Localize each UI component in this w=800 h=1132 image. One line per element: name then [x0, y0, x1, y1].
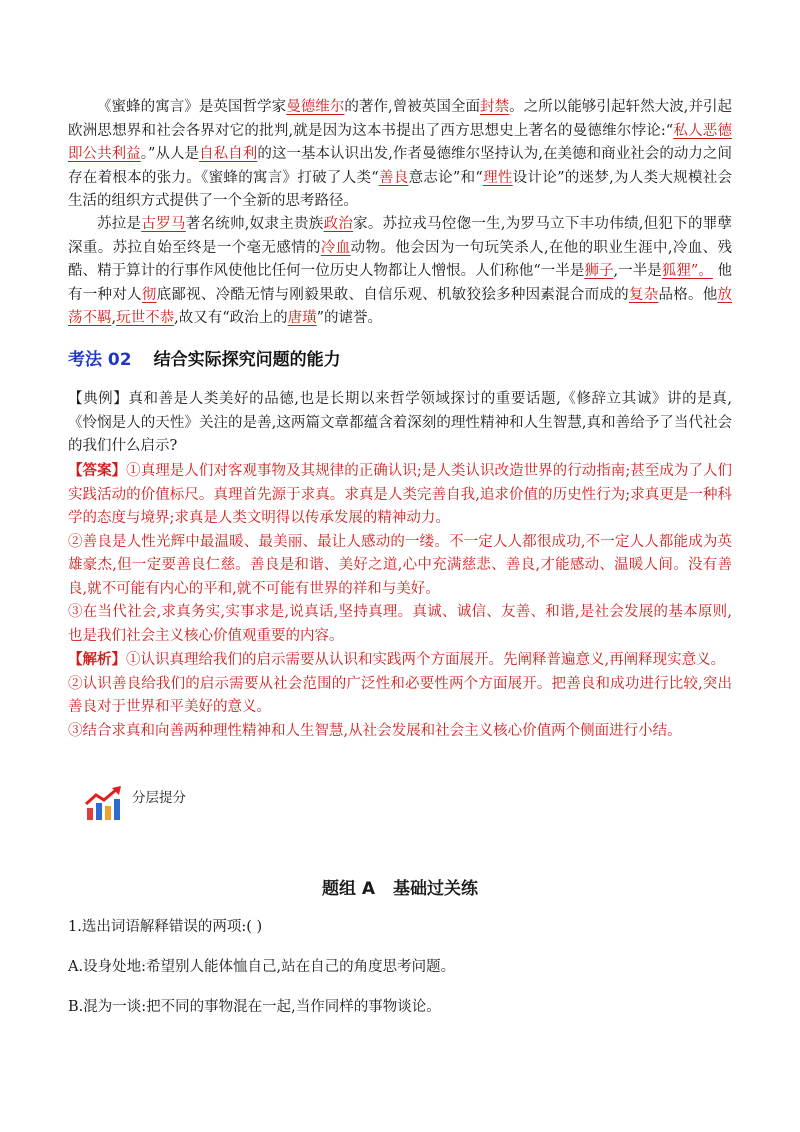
growth-chart-icon [84, 786, 124, 822]
paragraph-bee-fable: 《蜜蜂的寓言》是英国哲学家曼德维尔的著作,曾被英国全面封禁。之所以能够引起轩然大波,并引起欧洲思想界和社会各界对它的批判,就是因为这本书提出了西方思想史上著名的曼德维尔悖论:“私人恶德即公共利益。”从人是自私自利的这一基本认识出发,作者曼德维尔坚持认为,在美德和商业社会的动力之间存在着根本的张力。《蜜蜂的寓言》打破了人类“善良意志论”和“理性设计论”的迷梦,为人类大规模社会生活的组织方式提供了一个全新的思考路径。 [68, 99, 733, 209]
highlighted-word: 善良 [378, 169, 409, 186]
highlighted-word: 封禁 [480, 99, 510, 115]
highlighted-word: 私人恶德即公共利益 [68, 122, 733, 162]
example-question [68, 388, 732, 459]
icon-trend-line [86, 789, 117, 804]
highlighted-word: 狮子 [584, 263, 614, 279]
icon-bar [105, 806, 111, 820]
highlighted-word: 自私自利 [199, 146, 258, 162]
answer-tag: 【答案】 [68, 462, 127, 479]
answer-paragraph: ②善良是人性光辉中最温暖、最美丽、最让人感动的一缕。不一定人人都很成功,不一定人人都能成为英雄豪杰,但一定要善良仁慈。善良是和谐、美好之道,心中充满慈悲、善良,才能感动、温暖人间。没有善良,就不可能有内心的平和,就不可能有世界的祥和与美好。 [68, 533, 732, 597]
answer-paragraph: 【答案】①真理是人们对客观事物及其规律的正确认识;是人类认识改造世界的行动指南;甚至成为了人们实践活动的价值标尺。真理首先源于求真。求真是人类完善自我,追求价值的历史性行为;求真更是一种科学的态度与境界;求真是人类文明得以传承发展的精神动力。 [68, 462, 732, 526]
highlighted-word: 狐狸”。 [661, 263, 713, 279]
highlighted-word: 放荡不羁 [68, 286, 733, 326]
group-title: 题组 A 基础过关练 [321, 879, 479, 899]
answer-paragraph: ③在当代社会,求真务实,实事求是,说真话,坚持真理。真诚、诚信、友善、和谐,是社会发展的基本原则,也是我们社会主义核心价值观重要的内容。 [68, 604, 732, 644]
example-tag: 【典例】 [68, 391, 129, 407]
analysis-paragraph: ③结合求真和向善两种理性精神和人生智慧,从社会发展和社会主义核心价值两个侧面进行小结。 [68, 722, 682, 739]
icon-bar [114, 799, 120, 820]
analysis-paragraph: 【解析】①认识真理给我们的启示需要从认识和实践两个方面展开。先阐释普遍意义,再阐释现实意义。 [68, 651, 726, 668]
icon-bar [87, 808, 93, 820]
method-number: 考法 02 [68, 350, 132, 370]
method-heading [68, 345, 341, 370]
highlighted-word: 理性 [482, 169, 513, 186]
icon-bar [96, 803, 102, 820]
highlighted-word: 冷血 [320, 239, 351, 256]
highlighted-word: 玩世不恭 [116, 310, 175, 326]
highlighted-word: 复杂 [628, 286, 659, 303]
section-badge-label: 分层提分 [132, 790, 186, 806]
paragraph-sulla: 苏拉是古罗马著名统帅,奴隶主贵族政治家。苏拉戎马倥偬一生,为罗马立下丰功伟绩,但犯下的罪孽深重。苏拉自始至终是一个毫无感情的冷血动物。他会因为一句玩笑杀人,在他的职业生涯中,冷血、残酷、精于算计的行事作风使他比任何一位历史人物都让人憎恨。人们称他“一半是狮子,一半是狐狸”。 他有一种对人彻底鄙视、冷酷无情与刚毅果敢、自信乐观、机敏狡狯多种因素混合而成的复杂品格。他放荡不羁,玩世不恭,故又有“政治上的唐璜”的谑誉。 [68, 216, 733, 326]
analysis-paragraph: ②认识善良给我们的启示需要从社会范围的广泛性和必要性两个方面展开。把善良和成功进行比较,突出善良对于世界和平美好的意义。 [68, 675, 732, 715]
highlighted-word: 彻 [141, 286, 157, 303]
method-title: 结合实际探究问题的能力 [153, 350, 341, 370]
highlighted-word: 曼德维尔 [286, 99, 345, 115]
question-stem: 1.选出词语解释错误的两项:( ) [68, 919, 263, 935]
highlighted-word: 政治 [323, 216, 354, 232]
example-text: 真和善是人类美好的品德,也是长期以来哲学领域探讨的重要话题,《修辞立其诚》讲的是真,《怜悯是人的天性》关注的是善,这两篇文章都蕴含着深刻的理性精神和人生智慧,真和善给予了当代社会的我们什么启示? [68, 391, 732, 454]
highlighted-word: 唐璜 [287, 310, 317, 326]
question-option-a: A.设身处地:希望别人能体恤自己,站在自己的角度思考问题。 [68, 959, 456, 975]
highlighted-word: 古罗马 [141, 216, 186, 232]
answer-section [68, 459, 732, 743]
analysis-tag: 【解析】 [68, 651, 126, 668]
question-option-b: B.混为一谈:把不同的事物混在一起,当作同样的事物谈论。 [68, 999, 441, 1015]
